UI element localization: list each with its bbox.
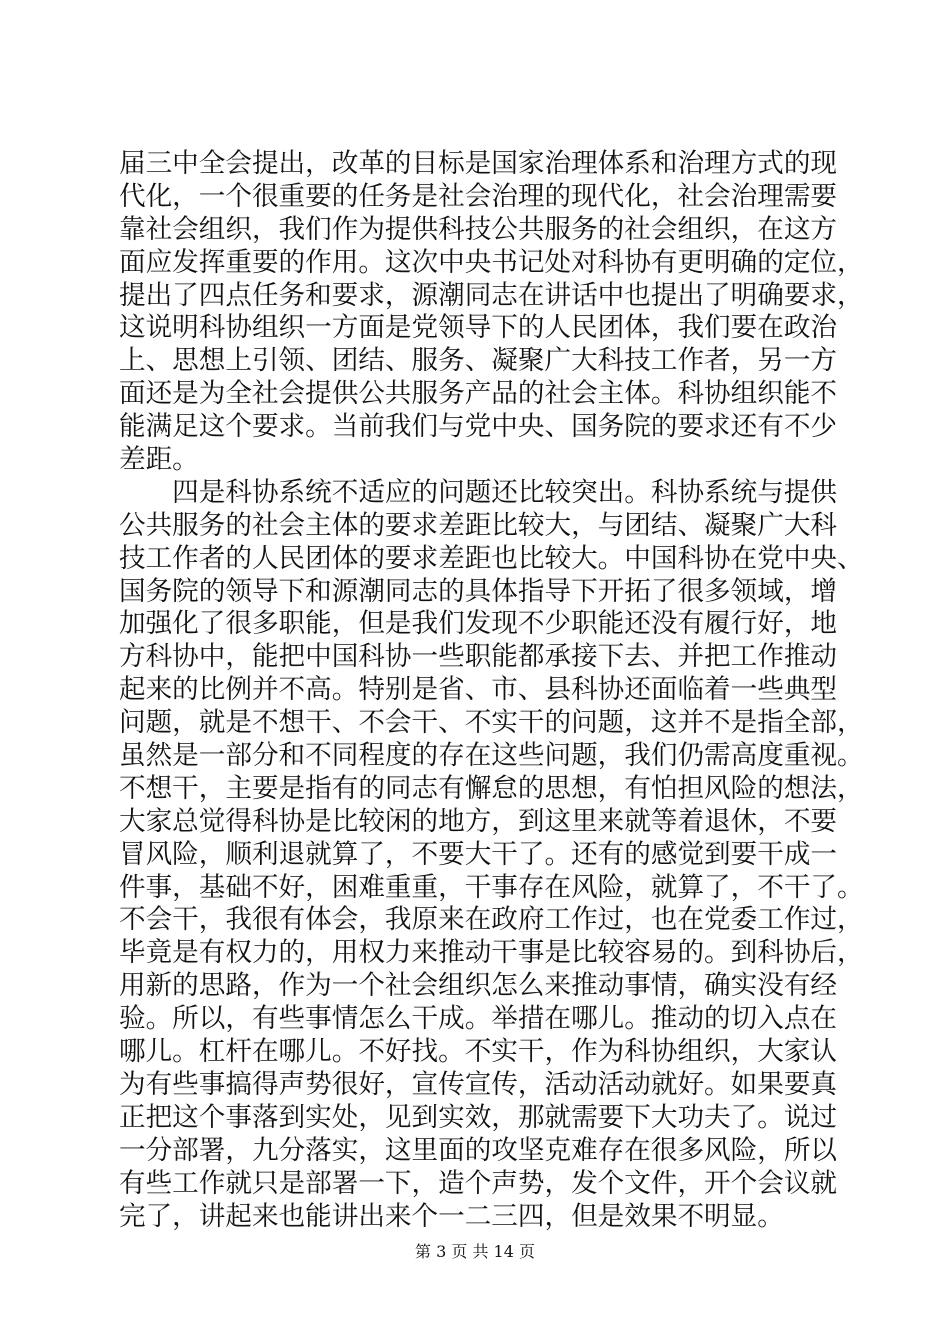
text-line: 用新的思路，作为一个社会组织怎么来推动事情，确实没有经 bbox=[119, 970, 838, 1002]
text-line: 件事，基础不好，困难重重，干事存在风险，就算了，不干了。 bbox=[119, 871, 864, 903]
text-line: 哪儿。杠杆在哪儿。不好找。不实干，作为科协组织，大家认 bbox=[119, 1036, 838, 1068]
text-line: 差距。 bbox=[119, 444, 199, 476]
text-line: 靠社会组织，我们作为提供科技公共服务的社会组织，在这方 bbox=[119, 213, 838, 245]
text-line: 面应发挥重要的作用。这次中央书记处对科协有更明确的定位， bbox=[119, 246, 864, 278]
text-line: 面还是为全社会提供公共服务产品的社会主体。科协组织能不 bbox=[119, 378, 838, 410]
text-line: 不会干，我很有体会，我原来在政府工作过，也在党委工作过， bbox=[119, 904, 864, 936]
text-line: 有些工作就只是部署一下，造个声势，发个文件，开个会议就 bbox=[119, 1167, 838, 1199]
text-line: 虽然是一部分和不同程度的存在这些问题，我们仍需高度重视。 bbox=[119, 740, 864, 772]
text-line: 这说明科协组织一方面是党领导下的人民团体，我们要在政治 bbox=[119, 312, 838, 344]
text-line: 一分部署，九分落实，这里面的攻坚克难存在很多风险，所以 bbox=[119, 1134, 838, 1166]
page-number-footer: 第 3 页 共 14 页 bbox=[415, 1242, 535, 1261]
paragraph-start-line: 四是科协系统不适应的问题还比较突出。科协系统与提供 bbox=[119, 476, 838, 508]
document-body bbox=[119, 148, 864, 1233]
text-line: 届三中全会提出，改革的目标是国家治理体系和治理方式的现 bbox=[119, 148, 838, 179]
text-line: 问题，就是不想干、不会干、不实干的问题，这并不是指全部， bbox=[119, 707, 864, 739]
text-line: 验。所以，有些事情怎么干成。举措在哪儿。推动的切入点在 bbox=[119, 1003, 838, 1035]
text-line: 国务院的领导下和源潮同志的具体指导下开拓了很多领域，增 bbox=[119, 575, 838, 607]
text-line: 公共服务的社会主体的要求差距比较大，与团结、凝聚广大科 bbox=[119, 509, 838, 541]
text-line: 大家总觉得科协是比较闲的地方，到这里来就等着退休，不要 bbox=[119, 805, 838, 837]
text-line: 上、思想上引领、团结、服务、凝聚广大科技工作者，另一方 bbox=[119, 345, 838, 377]
text-line: 能满足这个要求。当前我们与党中央、国务院的要求还有不少 bbox=[119, 411, 838, 443]
text-line: 提出了四点任务和要求，源潮同志在讲话中也提出了明确要求， bbox=[119, 279, 864, 311]
text-line: 毕竟是有权力的，用权力来推动干事是比较容易的。到科协后， bbox=[119, 937, 864, 969]
text-line: 不想干，主要是指有的同志有懈怠的思想，有怕担风险的想法， bbox=[119, 772, 864, 804]
text-line: 冒风险，顺利退就算了，不要大干了。还有的感觉到要干成一 bbox=[119, 838, 838, 870]
text-line: 加强化了很多职能，但是我们发现不少职能还没有履行好，地 bbox=[119, 608, 838, 640]
text-line: 完了，讲起来也能讲出来个一二三四，但是效果不明显。 bbox=[119, 1200, 784, 1232]
text-line: 方科协中，能把中国科协一些职能都承接下去、并把工作推动 bbox=[119, 641, 838, 673]
text-line: 代化，一个很重要的任务是社会治理的现代化，社会治理需要 bbox=[119, 180, 838, 212]
text-line: 起来的比例并不高。特别是省、市、县科协还面临着一些典型 bbox=[119, 674, 838, 706]
text-line: 正把这个事落到实处，见到实效，那就需要下大功夫了。说过 bbox=[119, 1101, 838, 1133]
text-line: 技工作者的人民团体的要求差距也比较大。中国科协在党中央、 bbox=[119, 542, 864, 574]
text-line: 为有些事搞得声势很好，宣传宣传，活动活动就好。如果要真 bbox=[119, 1068, 838, 1100]
